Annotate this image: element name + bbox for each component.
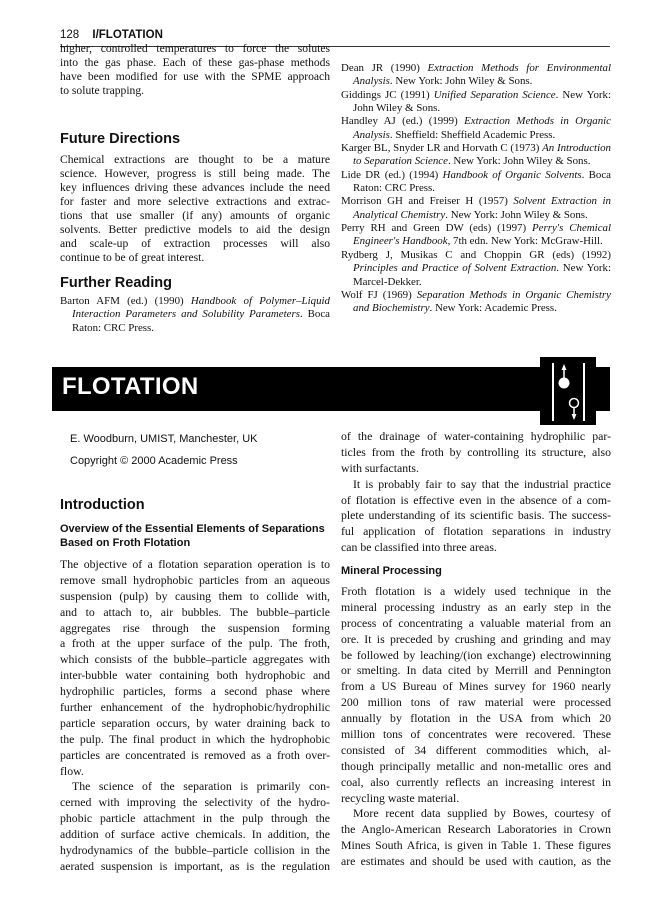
- text-line: for faster and more selective extractions and extrac-: [60, 195, 330, 208]
- reference-list-right: [341, 62, 611, 316]
- reference-author: Dean JR (1990): [341, 62, 428, 74]
- text-line: 200 million tons of raw material were processed: [341, 695, 611, 710]
- reference-author: Giddings JC (1991): [341, 88, 434, 101]
- reference-title: An Introduction to Separation Science: [353, 142, 611, 168]
- reference-rest: . Boca Raton: CRC Press.: [353, 168, 612, 195]
- text-line: and to attach to, air bubbles. The bubble–particle: [60, 604, 330, 619]
- text-line: addition of surface active chemicals. In addition, the: [60, 827, 330, 842]
- text-line: be followed by leaching/(ion exchange) electrowinning: [341, 647, 611, 662]
- text-line: continue to be of great interest.: [60, 251, 205, 264]
- mineral-processing-body: [341, 584, 611, 870]
- reference-entry: [341, 222, 611, 249]
- reference-entry: [341, 142, 611, 169]
- page-number: 128: [60, 29, 80, 41]
- text-line: from a US Bureau of Mines survey for 1960 nearly: [341, 679, 611, 694]
- text-line: hydrophilic particles, forms a second phase where: [60, 684, 330, 699]
- text-line: with surfactants.: [341, 460, 419, 475]
- reference-rest: . New York: John Wiley & Sons.: [447, 155, 591, 168]
- reference-entry: [341, 115, 611, 142]
- reference-author: Barton AFM (ed.) (1990): [60, 295, 191, 307]
- text-line: The science of the separation is primarily con-: [72, 779, 330, 794]
- reference-title: Principles and Practice of Solvent Extraction: [353, 262, 557, 275]
- reference-title: Handbook of Polymer–Liquid Interaction Parameters and Solubility Parameters: [72, 295, 330, 321]
- text-line: though principally metallic and non-metallic ores and: [341, 758, 611, 773]
- reference-entry: [341, 62, 611, 89]
- reference-rest: . New York: John Wiley & Sons.: [445, 208, 588, 221]
- reference-rest: . New York: John Wiley & Sons.: [389, 75, 533, 88]
- paragraph: [341, 429, 611, 477]
- text-line: suspension (pulp) by causing them to collide with,: [60, 588, 330, 603]
- reference-rest: . New York: Marcel-Dekker.: [353, 262, 611, 288]
- text-line: plete understanding of its scientific basis. The success-: [341, 508, 611, 523]
- reference-author: Lide DR (ed.) (1994): [341, 168, 443, 181]
- reference-title: Unified Separation Science: [433, 88, 556, 101]
- text-line: Froth flotation is a widely used technique in the: [341, 584, 611, 598]
- text-line: the Anglo-American Research Laboratories in Crown: [341, 822, 611, 837]
- author-affiliation: E. Woodburn, UMIST, Manchester, UK: [70, 433, 258, 445]
- text-line: ful application of flotation separations in industry: [341, 524, 611, 539]
- text-line: coal, also currently reflects an increasing interest in: [341, 774, 611, 789]
- text-line: annually by flotation in the USA from which 20: [341, 711, 611, 726]
- text-line: into the gas phase. Each of these gas-phase methods: [60, 56, 330, 69]
- text-line: solvents. Better predictive models to aid the design: [60, 223, 330, 236]
- article-title: FLOTATION: [62, 373, 199, 400]
- text-line: which consists of the bubble–particle aggregates with: [60, 652, 330, 667]
- text-line: cerned with improving the selectivity of the hydro-: [60, 795, 330, 810]
- text-line: Chemical extractions are thought to be a mature: [60, 153, 330, 166]
- text-line: tions that use smaller (if any) amounts of organic: [60, 209, 330, 222]
- reference-title: Perry's Chemical Engineer's Handbook: [353, 222, 612, 248]
- text-line: have been modified for use with the SPME approach: [60, 70, 330, 83]
- text-line: million tons of concentrates were recovered. These: [341, 727, 611, 742]
- text-line: can be classified into three areas.: [341, 540, 497, 555]
- reference-author: Karger BL, Snyder LR and Horvath C (1973): [341, 142, 543, 155]
- reference-title: Solvent Extraction in Analytical Chemistry: [353, 195, 611, 221]
- reference-list-left: [60, 295, 330, 335]
- prev-article-paragraph: [60, 42, 330, 98]
- text-line: aerated suspension is important, as is the regulation: [60, 858, 330, 873]
- paragraph: [60, 557, 330, 779]
- reference-rest: . New York: Academic Press.: [429, 302, 557, 315]
- reference-author: Rydberg J, Musikas C and Choppin GR (eds) (1992): [341, 248, 611, 261]
- reference-rest: . Sheffield: Sheffield Academic Press.: [389, 128, 556, 141]
- text-line: inter-bubble water containing both hydrophobic and: [60, 668, 330, 683]
- text-line: consisted of 34 different commodities which, al-: [341, 742, 611, 757]
- reference-author: Perry RH and Green DW (eds) (1997): [341, 222, 533, 235]
- text-line: It is probably fair to say that the industrial practice: [353, 476, 611, 491]
- text-line: The objective of a flotation separation operation is to: [60, 557, 330, 571]
- text-line: key influences driving these advances include the need: [60, 181, 330, 194]
- introduction-body-left: [60, 557, 330, 875]
- future-directions-paragraph: [60, 153, 330, 265]
- text-line: further enhancement of the hydrophobic/hydrophilic: [60, 700, 330, 715]
- copyright-notice: Copyright © 2000 Academic Press: [70, 455, 238, 467]
- paragraph: [341, 477, 611, 556]
- reference-author: Handley AJ (ed.) (1999): [341, 115, 465, 128]
- reference-title: Extraction Methods in Organic Analysis: [353, 115, 612, 141]
- text-line: higher, controlled temperatures to force the solutes: [60, 42, 330, 55]
- text-line: flow.: [60, 763, 84, 778]
- text-line: particle separation occurs, by water draining back to: [60, 715, 330, 730]
- reference-entry: [341, 289, 611, 316]
- text-line: particles are concentrated is removed as a froth over-: [60, 747, 330, 762]
- reference-entry: [341, 89, 611, 116]
- text-line: the pulp. The final product in which the hydrophobic: [60, 731, 330, 746]
- text-line: of the drainage of water-containing hydrophilic par-: [341, 429, 611, 443]
- text-line: or smelting. In data cited by Merrill and Pennington: [341, 663, 611, 678]
- reference-rest: . Boca Raton: CRC Press.: [72, 308, 330, 334]
- text-line: science. However, progress is still being made. The: [60, 167, 330, 180]
- reference-rest: . New York: John Wiley & Sons.: [353, 88, 611, 115]
- text-line: recycling waste material.: [341, 790, 460, 805]
- text-line: process of concentrating a valuable material from an: [341, 615, 611, 630]
- mineral-processing-heading: Mineral Processing: [341, 565, 442, 577]
- paragraph: [60, 779, 330, 874]
- reference-entry: [341, 195, 611, 222]
- text-line: More recent data supplied by Bowes, courtesy of: [353, 806, 611, 821]
- introduction-heading: Introduction: [60, 497, 145, 513]
- reference-rest: , 7th edn. New York: McGraw-Hill.: [447, 235, 603, 248]
- text-line: Mines South Africa, is given in Table 1. These figures: [341, 838, 611, 853]
- reference-title: Handbook of Organic Solvents: [442, 168, 582, 181]
- text-line: remove small hydrophobic particles from an aqueous: [60, 572, 330, 587]
- reference-author: Wolf FJ (1969): [341, 288, 417, 301]
- further-reading-heading: Further Reading: [60, 275, 172, 291]
- text-line: phobic particle attachment in the pulp through the: [60, 811, 330, 826]
- introduction-body-right: [341, 429, 611, 556]
- text-line: to solute trapping.: [60, 84, 145, 97]
- text-line: ore. It is preceded by crushing and grinding and may: [341, 631, 611, 646]
- text-line: are estimates and should be used with caution, as the: [341, 854, 611, 869]
- text-line: mineral processing industry as an early step in the: [341, 599, 611, 614]
- text-line: and scale-up of extraction processes will also: [60, 237, 330, 250]
- text-line: hydrodynamics of the bubble–particle collision in the: [60, 843, 330, 858]
- reference-entry: [60, 295, 330, 335]
- text-line: of flotation is effective even in the absence of a com-: [341, 492, 611, 507]
- text-line: a froth at the upper surface of the pulp. The froth,: [60, 636, 330, 651]
- future-directions-heading: Future Directions: [60, 131, 181, 147]
- overview-subheading: Overview of the Essential Elements of Separations Based on Froth Flotation: [60, 523, 325, 549]
- paragraph: [341, 584, 611, 806]
- text-line: ticles from the froth by controlling its structure, also: [341, 444, 611, 459]
- reference-entry: [341, 249, 611, 289]
- reference-title: Separation Methods in Organic Chemistry and Biochemistry: [353, 288, 611, 315]
- paragraph: [341, 806, 611, 870]
- reference-entry: [341, 169, 611, 196]
- text-line: aggregates rise through the suspension forming: [60, 620, 330, 635]
- flotation-bubble-icon: [540, 357, 596, 425]
- running-section: I/FLOTATION: [92, 29, 163, 41]
- reference-author: Morrison GH and Freiser H (1957): [341, 195, 514, 208]
- reference-title: Extraction Methods for Environmental Analysis: [353, 62, 611, 88]
